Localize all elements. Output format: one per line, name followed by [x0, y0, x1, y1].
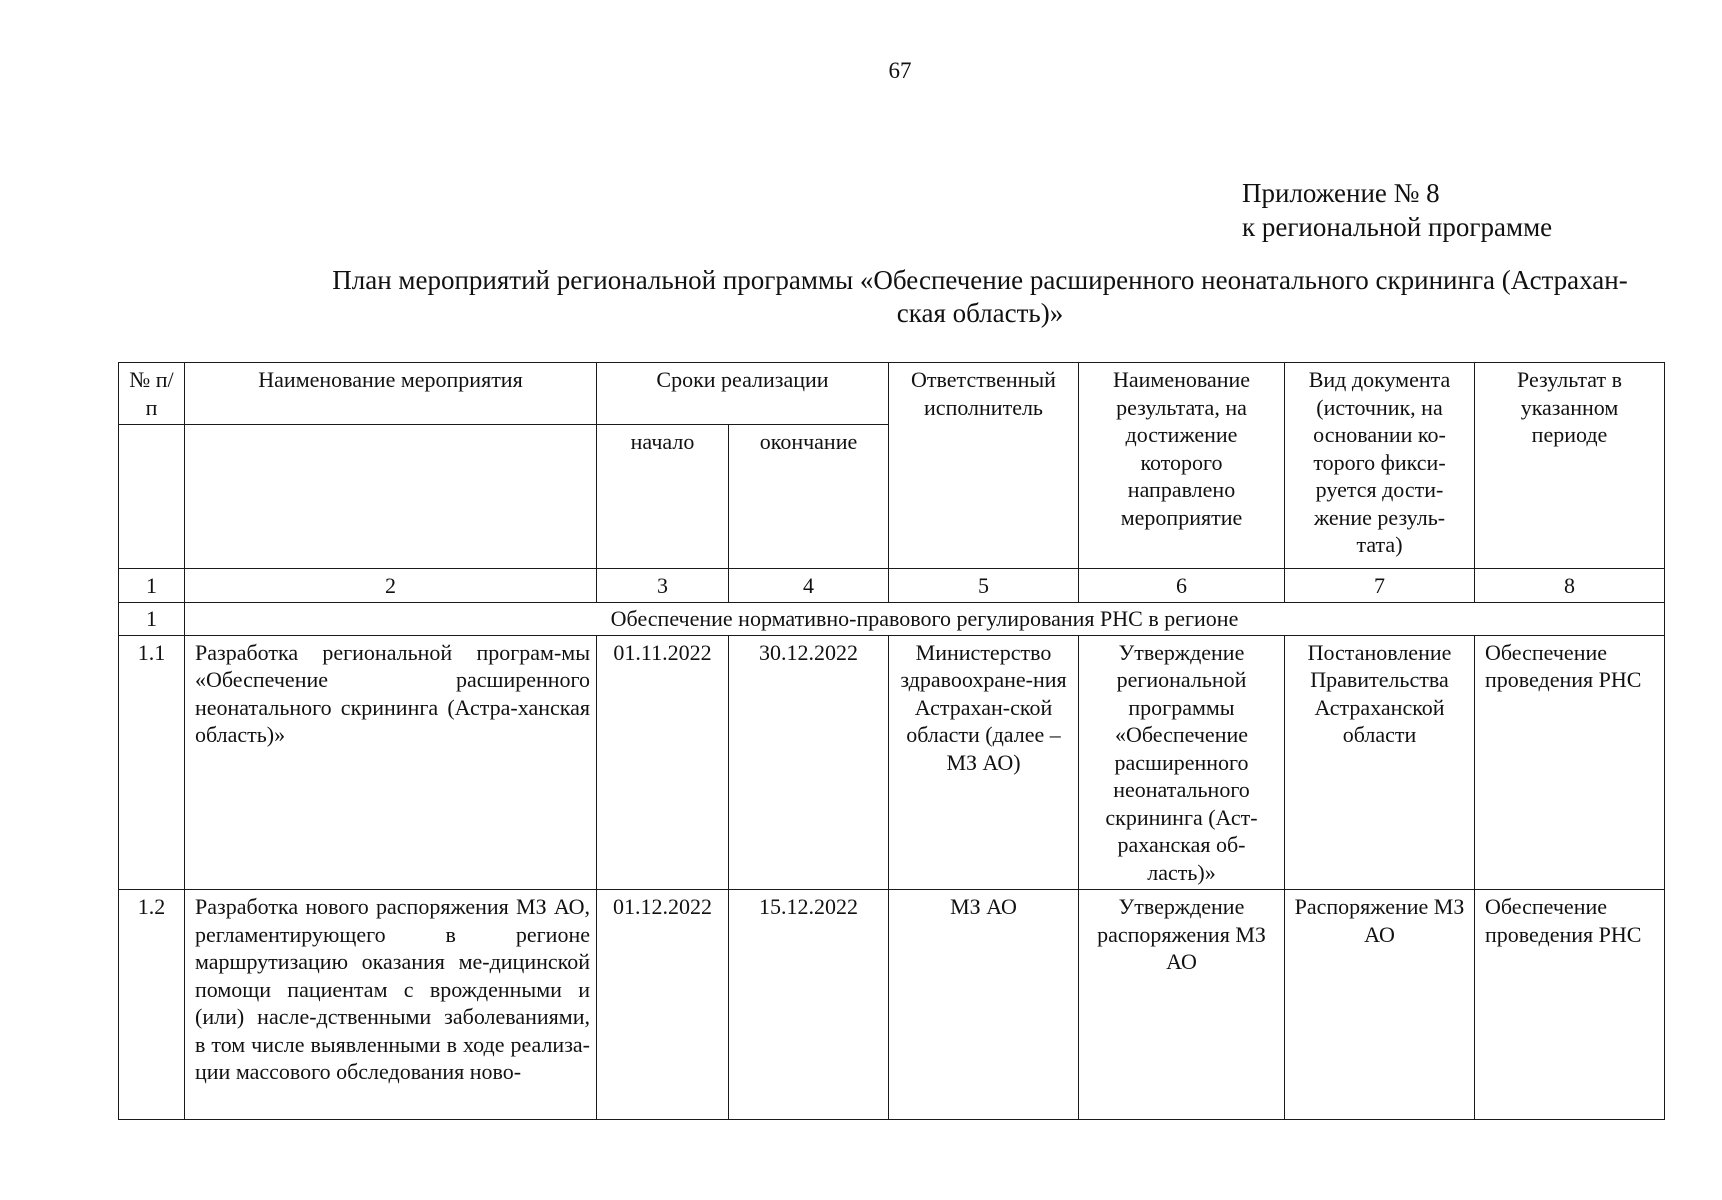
row-start-date: 01.11.2022 [597, 635, 729, 890]
column-number: 1 [119, 569, 185, 603]
header-responsible: Ответственный исполнитель [889, 363, 1079, 569]
row-responsible: Министерство здравоохране-ния Астрахан-ской области (далее – МЗ АО) [889, 635, 1079, 890]
appendix-block [1242, 176, 1552, 244]
row-doc-type: Распоряжение МЗ АО [1285, 890, 1475, 1120]
section-row [119, 603, 1665, 636]
header-doc-type: Вид документа (источник, на основании ко-торого фикси-руется дости-жение резуль-тата) [1285, 363, 1475, 569]
column-number: 3 [597, 569, 729, 603]
column-number: 6 [1079, 569, 1285, 603]
document-title-line-2: ская область)» [896, 298, 1064, 328]
section-number: 1 [119, 603, 185, 636]
header-num-empty [119, 425, 185, 569]
row-result: Обеспечение проведения РНС [1475, 890, 1665, 1120]
header-end: окончание [729, 425, 889, 569]
row-name: Разработка нового распоряжения МЗ АО, регламентирующего в регионе маршрутизацию оказания ме-дицинской помощи пациентам с врожденными и (или) насле-дственными заболеваниями, в том числе выявленными в ходе реализа-ции массового обследования ново- [185, 890, 597, 1120]
header-name-empty [185, 425, 597, 569]
table-row [119, 890, 1665, 1120]
header-num: № п/п [119, 363, 185, 425]
column-number: 7 [1285, 569, 1475, 603]
page-number: 67 [888, 58, 912, 83]
column-number: 8 [1475, 569, 1665, 603]
column-number-row [119, 569, 1665, 603]
column-number: 5 [889, 569, 1079, 603]
row-start-date: 01.12.2022 [597, 890, 729, 1120]
header-name: Наименование мероприятия [185, 363, 597, 425]
appendix-reference: к региональной программе [1242, 212, 1553, 242]
plan-table [118, 362, 1665, 1120]
document-title [270, 264, 1690, 330]
row-responsible: МЗ АО [889, 890, 1079, 1120]
row-result-name: Утверждение распоряжения МЗ АО [1079, 890, 1285, 1120]
row-doc-type: Постановление Правительства Астраханской области [1285, 635, 1475, 890]
header-row-1 [119, 363, 1665, 425]
row-end-date: 15.12.2022 [729, 890, 889, 1120]
header-period: Сроки реализации [597, 363, 889, 425]
appendix-number: Приложение № 8 [1242, 178, 1440, 208]
document-title-line-1: План мероприятий региональной программы «Обеспечение расширенного неонатального скрининга (Астрахан- [332, 265, 1628, 295]
header-start: начало [597, 425, 729, 569]
row-result-name: Утверждение региональной программы «Обеспечение расширенного неонатального скрининга (Аст-раханская об-ласть)» [1079, 635, 1285, 890]
row-result: Обеспечение проведения РНС [1475, 635, 1665, 890]
row-number: 1.1 [119, 635, 185, 890]
table-row [119, 635, 1665, 890]
header-result-name: Наименование результата, на достижение которого направлено мероприятие [1079, 363, 1285, 569]
section-title: Обеспечение нормативно-правового регулирования РНС в регионе [185, 603, 1665, 636]
row-number: 1.2 [119, 890, 185, 1120]
row-end-date: 30.12.2022 [729, 635, 889, 890]
row-name: Разработка региональной програм-мы «Обеспечение расширенного неонатального скрининга (Астра-ханская область)» [185, 635, 597, 890]
column-number: 2 [185, 569, 597, 603]
column-number: 4 [729, 569, 889, 603]
header-result: Результат в указанном периоде [1475, 363, 1665, 569]
